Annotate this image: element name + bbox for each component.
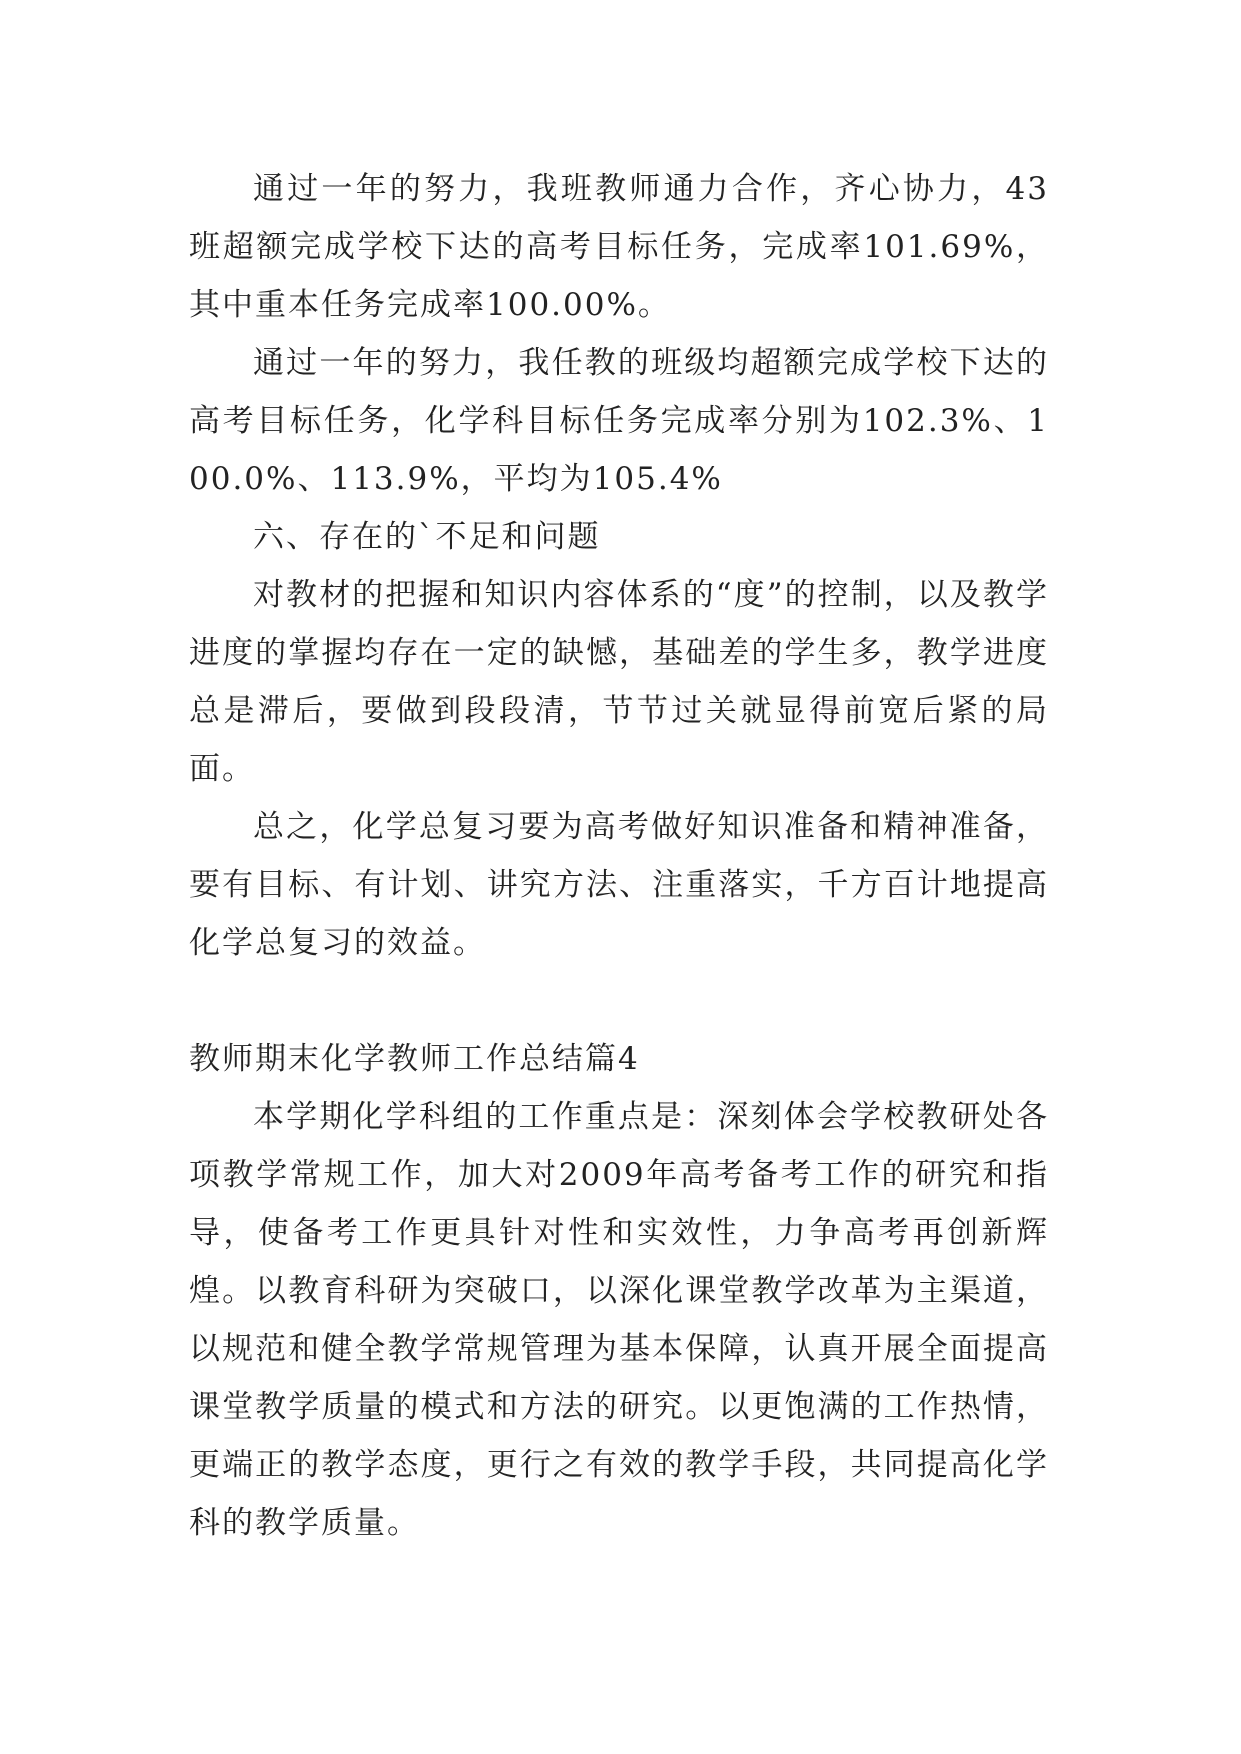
document-body [189,160,1049,1552]
section-title: 教师期末化学教师工作总结篇4 [189,1041,640,1077]
paragraph-class-results: 通过一年的努力，我班教师通力合作，齐心协力，43班超额完成学校下达的高考目标任务，完成率101.69%，其中重本任务完成率100.00%。 [189,171,1049,323]
paragraph-shortcomings: 对教材的把握和知识内容体系的“度”的控制，以及教学进度的掌握均存在一定的缺憾，基础差的学生多，教学进度总是滞后，要做到段段清，节节过关就显得前宽后紧的局面。 [189,577,1049,787]
paragraph-semester-focus: 本学期化学科组的工作重点是：深刻体会学校教研处各项教学常规工作，加大对2009年高考备考工作的研究和指导，使备考工作更具针对性和实效性，力争高考再创新辉煌。以教育科研为突破口，以深化课堂教学改革为主渠道，以规范和健全教学常规管理为基本保障，认真开展全面提高课堂教学质量的模式和方法的研究。以更饱满的工作热情，更端正的教学态度，更行之有效的教学手段，共同提高化学科的教学质量。 [189,1099,1049,1541]
section-spacer [189,972,1049,1030]
heading-shortcomings: 六、存在的`不足和问题 [253,519,601,555]
paragraph-conclusion: 总之，化学总复习要为高考做好知识准备和精神准备，要有目标、有计划、讲究方法、注重落实，千方百计地提高化学总复习的效益。 [189,809,1049,961]
paragraph-teaching-results: 通过一年的努力，我任教的班级均超额完成学校下达的高考目标任务，化学科目标任务完成率分别为102.3%、100.0%、113.9%，平均为105.4% [189,345,1049,497]
